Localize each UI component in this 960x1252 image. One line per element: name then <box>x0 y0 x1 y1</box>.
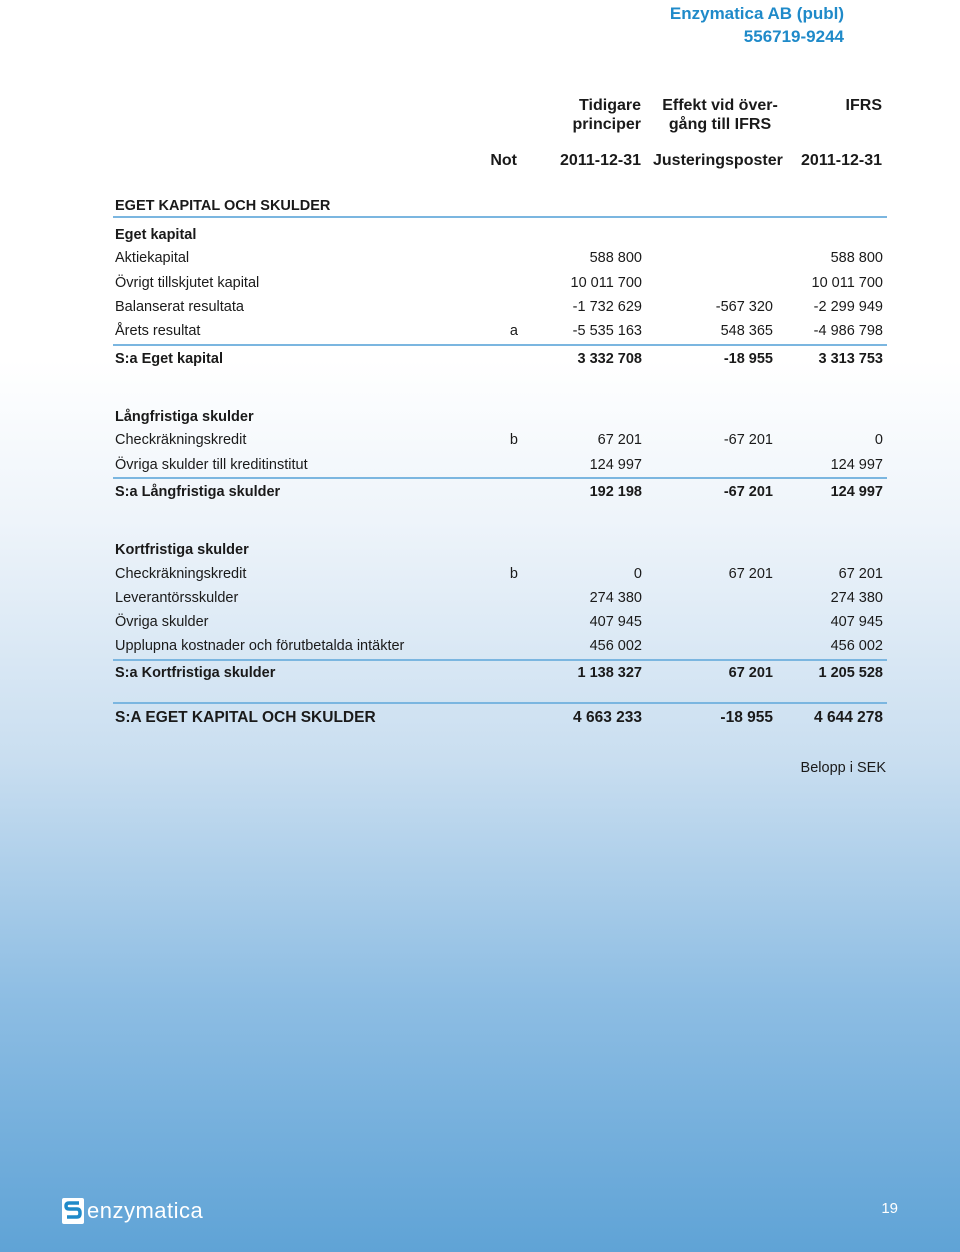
main-heading: EGET KAPITAL OCH SKULDER <box>115 198 331 214</box>
sum-rule <box>113 659 887 661</box>
section-title-eget: Eget kapital <box>115 227 197 243</box>
table-row: Checkräkningskredit b 67 201 -67 201 0 <box>115 432 883 448</box>
grand-total-row: S:A EGET KAPITAL OCH SKULDER 4 663 233 -18 955 4 644 278 <box>115 709 883 726</box>
table-row: Övriga skulder till kreditinstitut 124 997 124 997 <box>115 457 883 473</box>
sum-rule <box>113 477 887 479</box>
unit-note: Belopp i SEK <box>800 760 886 776</box>
sum-row-lang: S:a Långfristiga skulder 192 198 -67 201 124 997 <box>115 484 883 500</box>
section-title-kort: Kortfristiga skulder <box>115 542 249 558</box>
logo-text: enzymatica <box>87 1198 204 1223</box>
table-row: Upplupna kostnader och förutbetalda intäkter 456 002 456 002 <box>115 638 883 654</box>
col-header-date-c: 2011-12-31 <box>801 152 882 169</box>
sum-rule <box>113 344 887 346</box>
col-header-date-a: 2011-12-31 <box>560 152 641 169</box>
logo-mark-icon <box>62 1198 84 1224</box>
sum-row-eget: S:a Eget kapital 3 332 708 -18 955 3 313 753 <box>115 351 883 367</box>
table-row: Leverantörsskulder 274 380 274 380 <box>115 590 883 606</box>
company-name: Enzymatica AB (publ) <box>669 4 844 23</box>
table-row: Årets resultat a -5 535 163 548 365 -4 986 798 <box>115 323 883 339</box>
col-header-tidigare: Tidigare principer <box>572 97 641 133</box>
page-number: 19 <box>881 1200 898 1217</box>
table-row: Balanserat resultata -1 732 629 -567 320 -2 299 949 <box>115 299 883 315</box>
sum-row-kort: S:a Kortfristiga skulder 1 138 327 67 201 1 205 528 <box>115 665 883 681</box>
company-header <box>670 2 844 48</box>
total-rule <box>113 702 887 704</box>
enzymatica-logo <box>62 1197 203 1225</box>
col-header-not: Not <box>490 152 517 169</box>
col-header-ifrs: IFRS <box>845 97 882 114</box>
org-number: 556719-9244 <box>743 27 844 46</box>
table-row: Aktiekapital 588 800 588 800 <box>115 250 883 266</box>
col-header-justering: Justeringsposter <box>653 152 783 169</box>
table-row: Övriga skulder 407 945 407 945 <box>115 614 883 630</box>
col-header-effekt: Effekt vid över- gång till IFRS <box>662 97 778 133</box>
table-row: Checkräkningskredit b 0 67 201 67 201 <box>115 566 883 582</box>
section-title-lang: Långfristiga skulder <box>115 409 254 425</box>
table-row: Övrigt tillskjutet kapital 10 011 700 10 011 700 <box>115 275 883 291</box>
header-rule <box>113 216 887 218</box>
